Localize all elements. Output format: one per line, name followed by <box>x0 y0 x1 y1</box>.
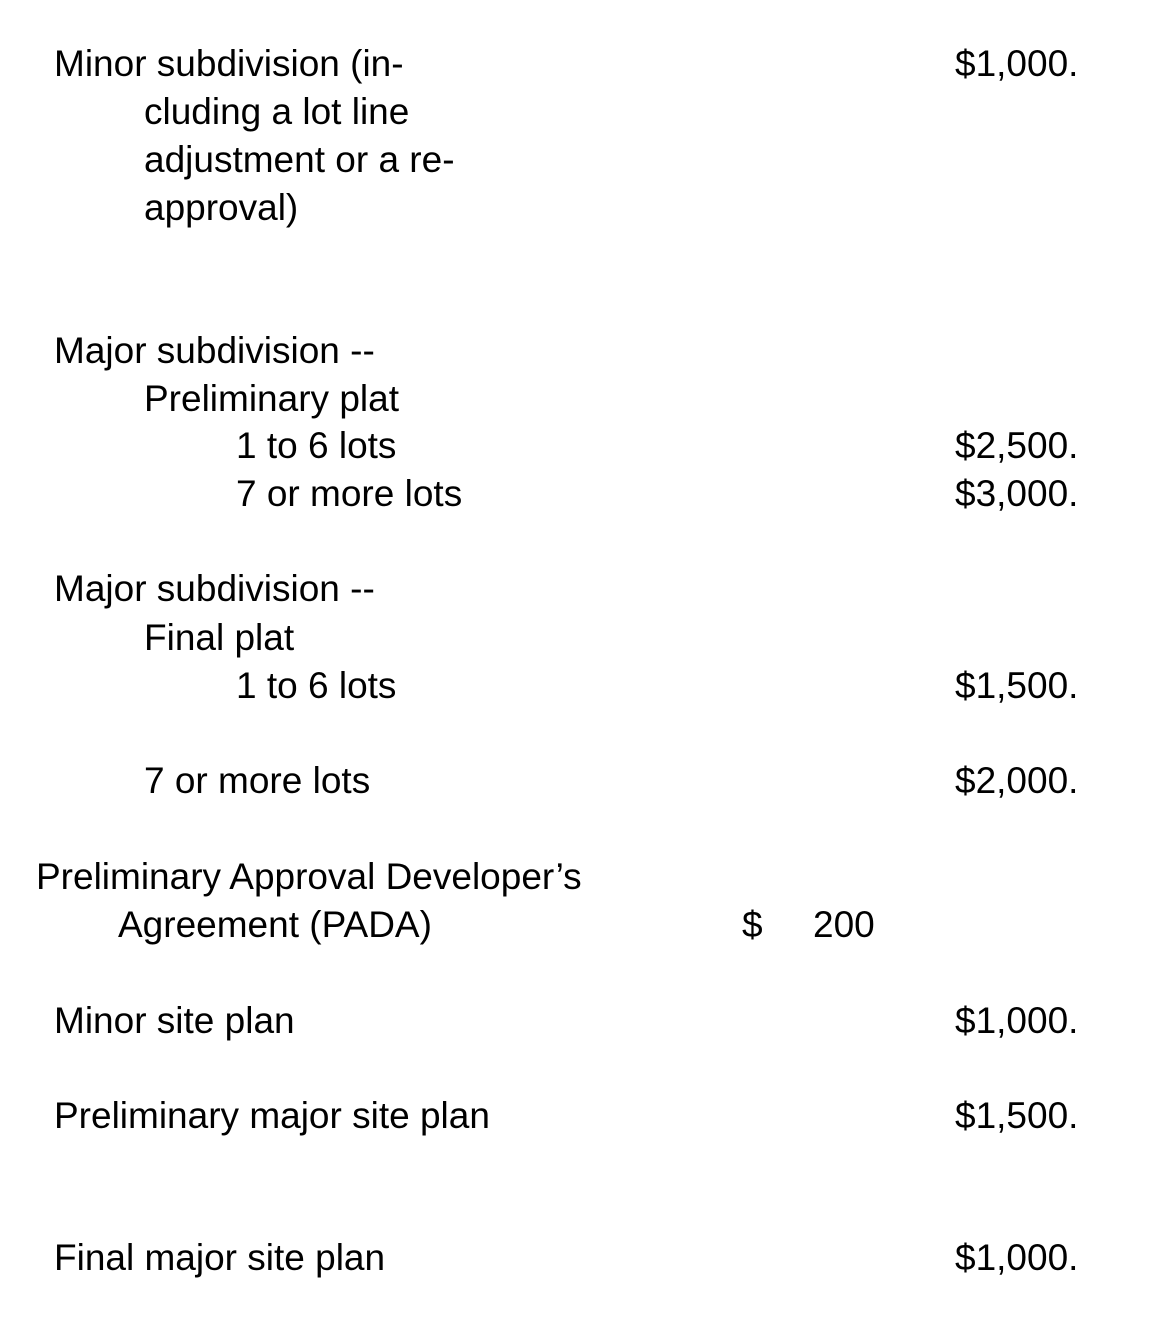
preliminary-1-to-6-lots-label: 1 to 6 lots <box>236 425 397 466</box>
minor-subdivision-label-line1: Minor subdivision (in- <box>54 43 404 84</box>
pada-label-line1: Preliminary Approval Developer’s <box>36 856 582 897</box>
final-major-site-plan-label: Final major site plan <box>54 1237 386 1278</box>
major-subdivision-final-heading: Major subdivision -- <box>54 568 375 609</box>
pada-fee: 200 <box>813 904 875 945</box>
pada-currency-symbol: $ <box>742 904 763 945</box>
minor-subdivision-label-line3: adjustment or a re- <box>144 139 455 180</box>
preliminary-7-or-more-lots-fee: $3,000. <box>955 473 1079 514</box>
preliminary-1-to-6-lots-fee: $2,500. <box>955 425 1079 466</box>
final-7-or-more-lots-fee: $2,000. <box>955 760 1079 801</box>
final-7-or-more-lots-label: 7 or more lots <box>144 760 371 801</box>
pada-label-line2: Agreement (PADA) <box>118 904 432 945</box>
minor-subdivision-label-line2: cluding a lot line <box>144 91 410 132</box>
minor-subdivision-fee: $1,000. <box>955 43 1079 84</box>
preliminary-major-site-plan-fee: $1,500. <box>955 1095 1079 1136</box>
major-subdivision-preliminary-heading: Major subdivision -- <box>54 330 375 371</box>
final-1-to-6-lots-fee: $1,500. <box>955 665 1079 706</box>
minor-subdivision-label-line4: approval) <box>144 187 299 228</box>
final-1-to-6-lots-label: 1 to 6 lots <box>236 665 397 706</box>
preliminary-major-site-plan-label: Preliminary major site plan <box>54 1095 490 1136</box>
final-plat-subheading: Final plat <box>144 617 295 658</box>
preliminary-plat-subheading: Preliminary plat <box>144 378 399 419</box>
final-major-site-plan-fee: $1,000. <box>955 1237 1079 1278</box>
preliminary-7-or-more-lots-label: 7 or more lots <box>236 473 463 514</box>
minor-site-plan-fee: $1,000. <box>955 1000 1079 1041</box>
minor-site-plan-label: Minor site plan <box>54 1000 295 1041</box>
